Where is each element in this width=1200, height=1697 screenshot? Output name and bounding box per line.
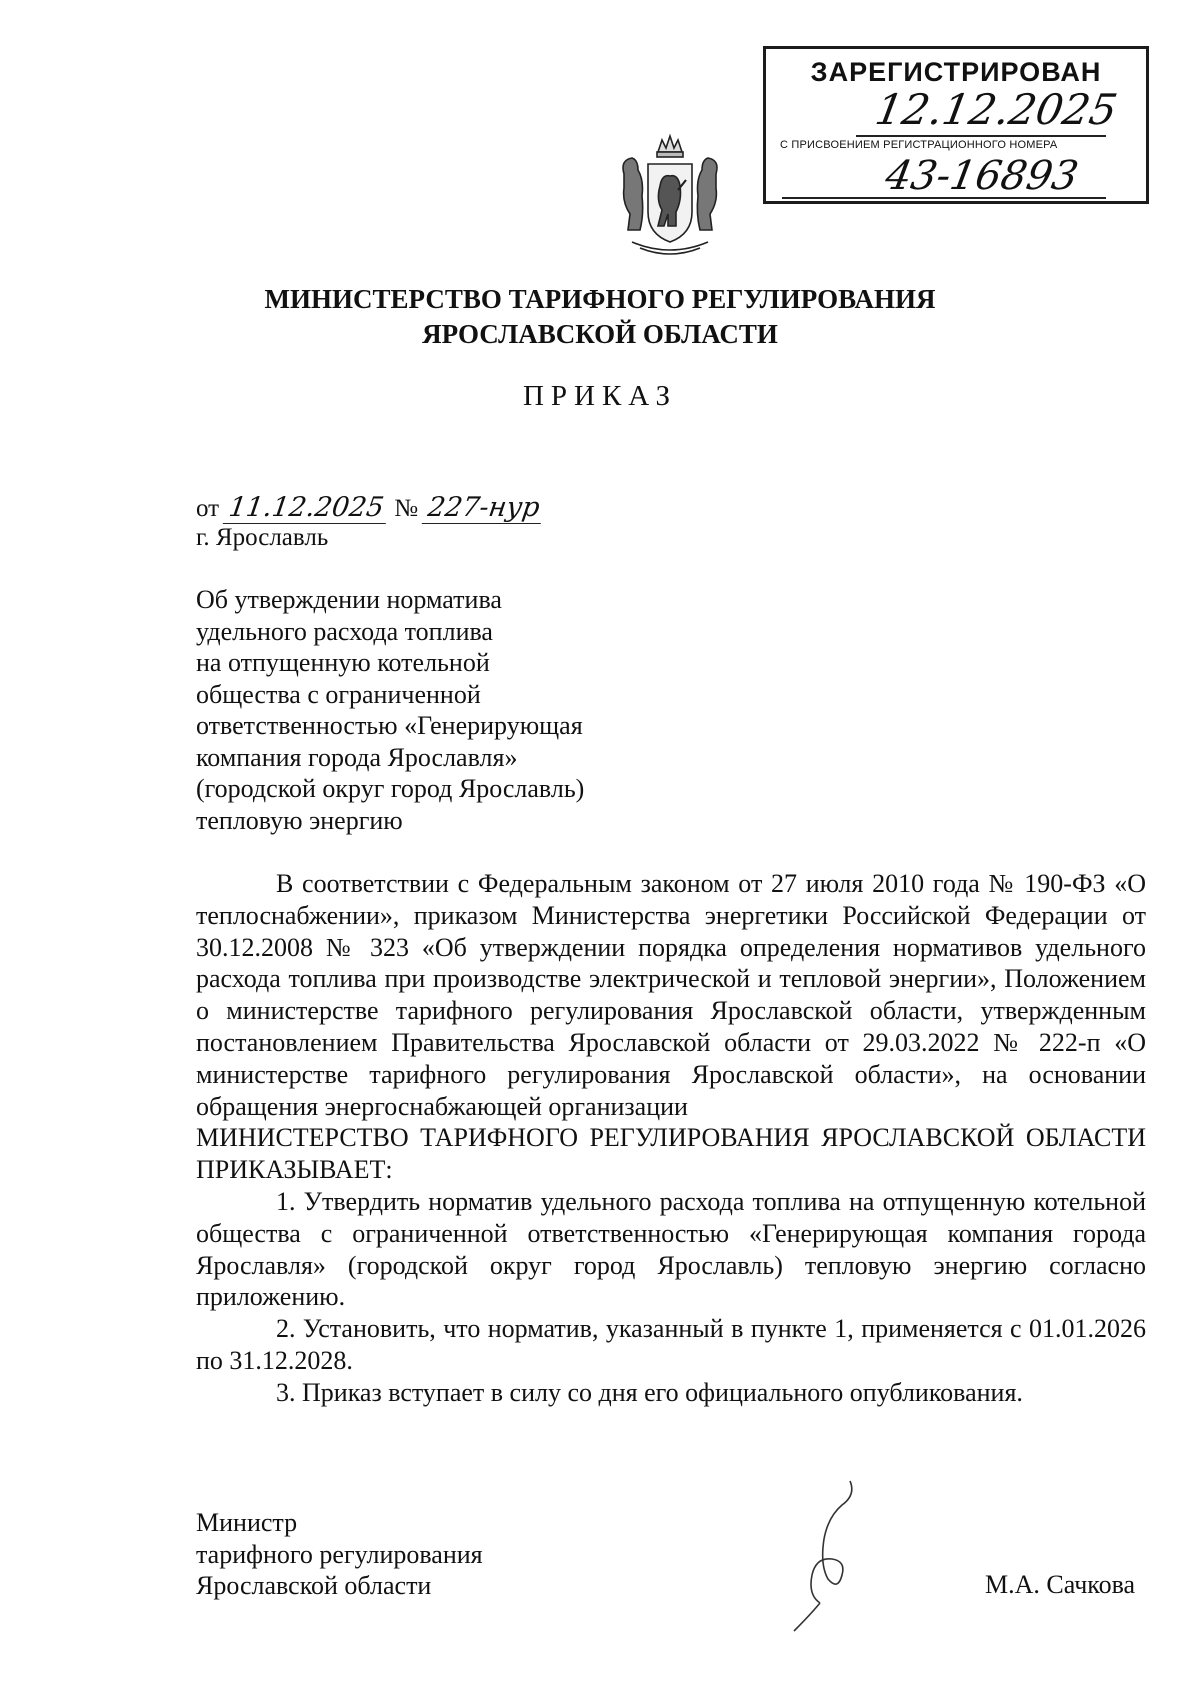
handwritten-signature bbox=[780, 1475, 890, 1635]
order-item-2: 2. Установить, что норматив, указанный в пункте 1, применяется с 01.01.2026 по 31.12.2028. bbox=[196, 1314, 1146, 1375]
ministry-name-line: МИНИСТЕРСТВО ТАРИФНОГО РЕГУЛИРОВАНИЯ bbox=[264, 284, 936, 314]
stamp-divider bbox=[856, 135, 1106, 137]
stamp-date: 12.12.2025 bbox=[871, 85, 1121, 134]
subject-line: компания города Ярославля» bbox=[196, 742, 518, 772]
order-body bbox=[196, 868, 1146, 1409]
signatory-position bbox=[196, 1507, 483, 1602]
coat-of-arms-icon bbox=[610, 130, 730, 260]
subject-line: удельного расхода топлива bbox=[196, 616, 493, 646]
ministry-name-line: ЯРОСЛАВСКОЙ ОБЛАСТИ bbox=[422, 319, 778, 349]
from-label: от bbox=[196, 495, 220, 522]
order-item-1: 1. Утвердить норматив удельного расхода топлива на отпущенную котельной общества с ограниченной ответственностью «Генерирующая компания города Ярославля» (городской округ город Ярославль) тепловую энергию согласно приложению. bbox=[196, 1186, 1146, 1312]
stamp-registration-number: 43-16893 bbox=[881, 153, 1082, 199]
stamp-caption: С ПРИСВОЕНИЕМ РЕГИСТРАЦИОННОГО НОМЕРА bbox=[780, 139, 1058, 151]
registration-stamp bbox=[763, 46, 1149, 204]
order-number: 227-нур bbox=[422, 492, 546, 524]
stamp-title: ЗАРЕГИСТРИРОВАН bbox=[810, 57, 1102, 87]
subject-line: общества с ограниченной bbox=[196, 679, 481, 709]
position-line: Министр bbox=[196, 1508, 298, 1537]
stamp-divider bbox=[782, 197, 1106, 199]
order-date: 11.12.2025 bbox=[223, 492, 390, 524]
position-line: тарифного регулирования bbox=[196, 1539, 483, 1569]
order-item-3: 3. Приказ вступает в силу со дня его официального опубликования. bbox=[276, 1377, 1023, 1407]
document-type-title: ПРИКАЗ bbox=[522, 380, 678, 412]
order-date-number bbox=[196, 492, 544, 524]
subject-line: на отпущенную котельной bbox=[196, 648, 490, 677]
subject-line: ответственностью «Генерирующая bbox=[196, 711, 583, 740]
order-phrase: МИНИСТЕРСТВО ТАРИФНОГО РЕГУЛИРОВАНИЯ ЯРОСЛАВСКОЙ ОБЛАСТИ ПРИКАЗЫВАЕТ: bbox=[196, 1123, 1146, 1185]
signatory-name: М.А. Сачкова bbox=[985, 1570, 1136, 1599]
subject-line: Об утверждении норматива bbox=[196, 585, 502, 614]
ministry-name bbox=[0, 282, 1200, 352]
order-city: г. Ярославль bbox=[196, 524, 329, 551]
subject-line: тепловую энергию bbox=[196, 805, 403, 835]
preamble-paragraph: В соответствии с Федеральным законом от 27 июля 2010 года № 190-ФЗ «О теплоснабжении», приказом Министерства энергетики Российской Федерации от 30.12.2008 № 323 «Об утверждении порядка определения нормативов удельного расхода топлива при производстве электрической и тепловой энергии», Положением о министерстве тарифного регулирования Ярославской области, утвержденным постановлением Правительства Ярославской области от 29.03.2022 № 222-п «О министерстве тарифного регулирования Ярославской области», на основании обращения энергоснабжающей организации bbox=[196, 869, 1146, 1121]
subject-line: (городской округ город Ярославль) bbox=[196, 774, 585, 803]
number-label: № bbox=[394, 495, 419, 522]
order-subject bbox=[196, 584, 676, 836]
position-line: Ярославской области bbox=[196, 1571, 432, 1600]
